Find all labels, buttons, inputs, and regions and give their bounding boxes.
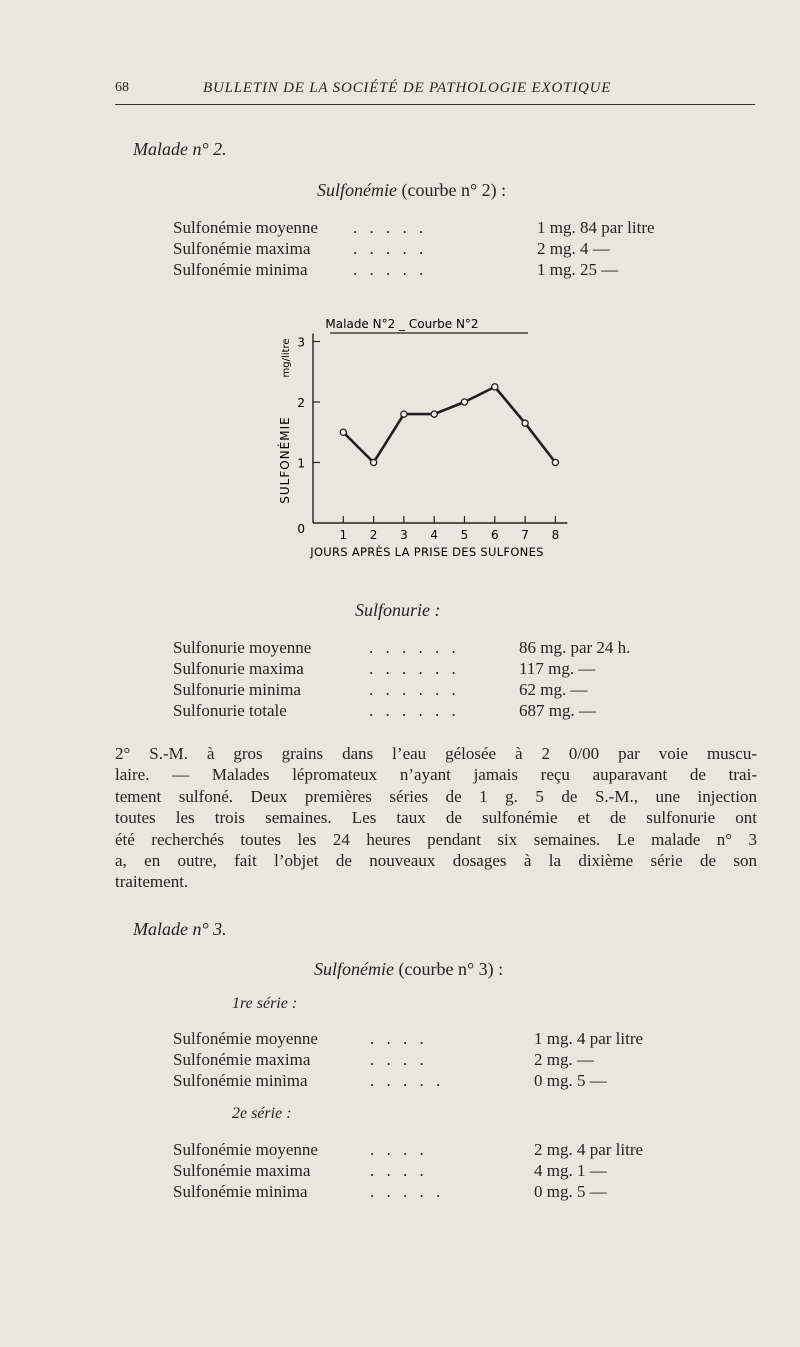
chart-y-ticks: [297, 336, 320, 537]
row-leader-dots: . . . . . .: [369, 680, 460, 699]
table-row: [173, 1161, 733, 1183]
paragraph-line: traitement.: [115, 872, 189, 892]
header-rule: [115, 104, 755, 105]
table-row: [173, 239, 733, 261]
x-tick-label: 5: [460, 528, 469, 542]
sulfonemie-title-rest: (courbe n° 2) :: [396, 180, 507, 200]
data-point: [371, 459, 377, 465]
row-value: 2 mg. 4 —: [537, 239, 610, 258]
chart-xlabel: JOURS APRÈS LA PRISE DES SULFONES: [310, 545, 544, 559]
row-value: 2 mg. —: [534, 1050, 594, 1069]
row-leader-dots: . . . . .: [353, 218, 428, 237]
row-value: 0 mg. 5 —: [534, 1182, 607, 1201]
row-label: Sulfonémie moyenne: [173, 1029, 318, 1048]
row-leader-dots: . . . .: [370, 1161, 428, 1180]
row-leader-dots: . . . . . .: [369, 659, 460, 678]
sulfonemie-title-rest: (courbe n° 3) :: [393, 959, 504, 979]
x-tick-label: 6: [490, 528, 499, 542]
row-label: Sulfonémie maxima: [173, 1161, 311, 1180]
row-value: 86 mg. par 24 h.: [519, 638, 631, 657]
row-value: 117 mg. —: [519, 659, 596, 678]
page-header: [115, 80, 755, 104]
sulfonurie-title: Sulfonurie :: [355, 600, 441, 620]
data-point: [340, 429, 346, 435]
table-row: [173, 1182, 733, 1204]
row-value: 4 mg. 1 —: [534, 1161, 607, 1180]
row-leader-dots: . . . . .: [353, 260, 428, 279]
row-label: Sulfonémie minima: [173, 260, 308, 279]
chart-ylabel-unit: mg/litre: [281, 338, 292, 378]
data-point: [522, 420, 528, 426]
y-tick-label: 2: [297, 396, 305, 410]
malade-3-label: Malade n° 3.: [133, 919, 227, 939]
table-row: [173, 1140, 733, 1162]
row-value: 0 mg. 5 —: [534, 1071, 607, 1090]
data-point: [492, 384, 498, 390]
row-value: 2 mg. 4 par litre: [534, 1140, 644, 1159]
row-leader-dots: . . . .: [370, 1140, 428, 1159]
row-label: Sulfonémie maxima: [173, 239, 311, 258]
row-label: Sulfonémie maxima: [173, 1050, 311, 1069]
row-label: Sulfonémie minima: [173, 1182, 308, 1201]
x-tick-label: 4: [430, 528, 439, 542]
row-leader-dots: . . . . .: [353, 239, 428, 258]
serie-1-label: 1re série :: [232, 995, 298, 1012]
row-leader-dots: . . . . .: [370, 1071, 445, 1090]
row-value: 1 mg. 4 par litre: [534, 1029, 644, 1048]
x-tick-label: 2: [369, 528, 378, 542]
sulfonemie-title-italic: Sulfonémie: [314, 959, 394, 979]
row-label: Sulfonurie minima: [173, 680, 301, 699]
malade-2-sulfonemie-title: [317, 180, 506, 201]
paragraph-line: a, en outre, fait l’objet de nouveaux dosages à la dixième série de son: [115, 850, 757, 870]
malade-3-sulfonemie-title: [314, 959, 503, 980]
data-point: [461, 399, 467, 405]
row-label: Sulfonémie moyenne: [173, 1140, 318, 1159]
y-tick-label: 3: [297, 335, 305, 350]
row-leader-dots: . . . . .: [370, 1182, 445, 1201]
table-row: [173, 680, 733, 702]
row-value: 1 mg. 84 par litre: [537, 218, 655, 237]
table-row: [173, 260, 733, 282]
data-point: [431, 411, 437, 417]
paragraph-line: tement sulfoné. Deux premières séries de 1 g. 5 de S.-M., une injection: [115, 786, 757, 806]
table-row: [173, 659, 733, 681]
table-row: [173, 701, 733, 723]
table-row: [173, 218, 733, 240]
table-row: [173, 638, 733, 660]
y-tick-label: 0: [297, 522, 305, 536]
table-row: [173, 1050, 733, 1072]
chart-title: Malade N°2 _ Courbe N°2: [325, 317, 479, 331]
paragraph-line: laire. — Malades lépromateux n’ayant jamais reçu auparavant de trai-: [115, 765, 757, 785]
row-label: Sulfonurie maxima: [173, 659, 304, 678]
malade-2-label: Malade n° 2.: [133, 139, 227, 159]
x-tick-label: 7: [521, 528, 529, 542]
x-tick-label: 8: [551, 528, 560, 542]
x-tick-label: 3: [400, 528, 408, 542]
row-label: Sulfonémie moyenne: [173, 218, 318, 237]
page-number: 68: [115, 80, 129, 95]
x-tick-label: 1: [339, 528, 348, 542]
chart-series: [340, 384, 558, 466]
sulfonemie-chart: [270, 305, 610, 565]
row-label: Sulfonurie totale: [173, 701, 287, 720]
row-leader-dots: . . . . . .: [369, 638, 460, 657]
row-leader-dots: . . . .: [370, 1029, 428, 1048]
row-label: Sulfonémie minima: [173, 1071, 308, 1090]
running-title: BULLETIN DE LA SOCIÉTÉ DE PATHOLOGIE EXOTIQUE: [203, 80, 612, 96]
row-leader-dots: . . . . . .: [369, 701, 460, 720]
row-value: 62 mg. —: [519, 680, 588, 699]
chart-ylabel: SULFONÉMIE: [278, 416, 292, 504]
row-value: 687 mg. —: [519, 701, 596, 720]
paragraph-line: toutes les trois semaines. Les taux de sulfonémie et de sulfonurie ont: [115, 808, 757, 828]
row-value: 1 mg. 25 —: [537, 260, 619, 279]
table-row: [173, 1071, 733, 1093]
row-label: Sulfonurie moyenne: [173, 638, 312, 657]
chart-x-ticks: [339, 516, 559, 542]
table-row: [173, 1029, 733, 1051]
paragraph-line: 2° S.-M. à gros grains dans l’eau gélosée à 2 0/00 par voie muscu-: [115, 744, 757, 763]
y-tick-label: 1: [297, 456, 305, 471]
data-point: [401, 411, 407, 417]
row-leader-dots: . . . .: [370, 1050, 428, 1069]
body-paragraph: [115, 743, 757, 893]
sulfonemie-title-italic: Sulfonémie: [317, 180, 397, 200]
data-point: [552, 459, 558, 465]
paragraph-line: été recherchés toutes les 24 heures pendant six semaines. Le malade n° 3: [115, 829, 757, 849]
serie-2-label: 2e série :: [232, 1105, 292, 1122]
